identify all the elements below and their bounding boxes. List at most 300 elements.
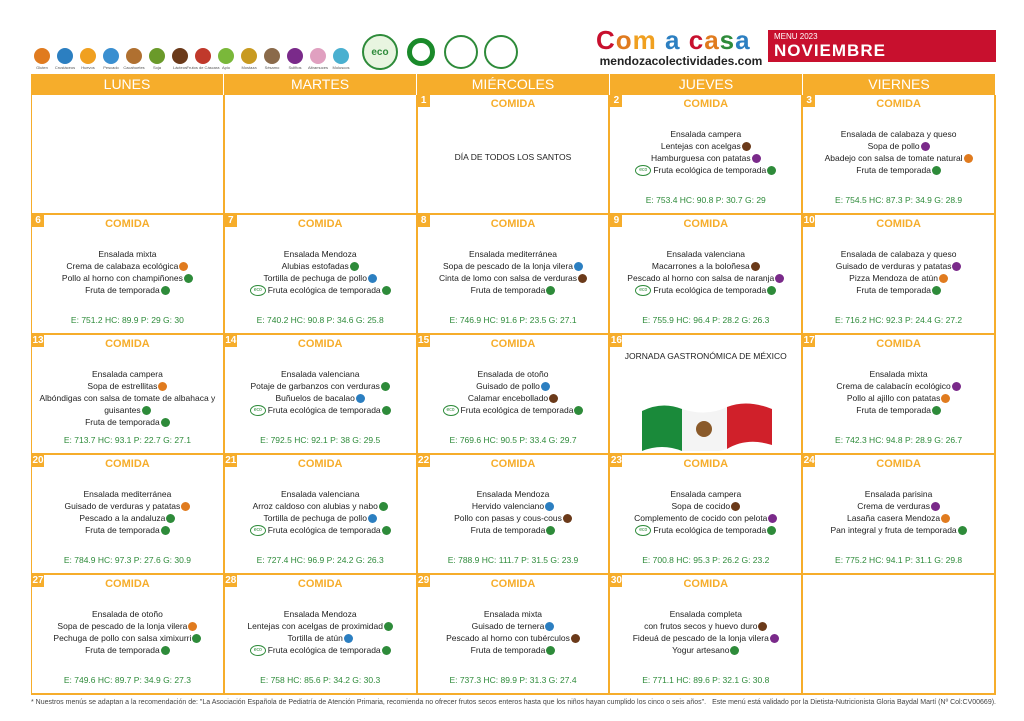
- menu-item-label: Fruta ecológica de temporada: [267, 525, 381, 535]
- allergen-icon: [939, 274, 948, 283]
- wheat-icon: [34, 48, 50, 64]
- allergen-label: Apio: [221, 65, 230, 70]
- day-cell: [610, 215, 803, 335]
- menu-items: [32, 488, 223, 536]
- certification-badges: [362, 34, 518, 70]
- allergen-icon: [742, 142, 751, 151]
- menu-item-label: Hamburguesa con patatas: [650, 153, 751, 163]
- menu-item-label: Ensalada mediterránea: [469, 249, 557, 259]
- menu-item: [803, 488, 994, 500]
- fruit-icon: [546, 526, 555, 535]
- day-number: 2: [610, 95, 622, 107]
- allergen-icon: [775, 274, 784, 283]
- allergen-icon: [964, 154, 973, 163]
- menu-item: [32, 260, 223, 272]
- menu-item-label: Fruta ecológica de temporada: [653, 165, 767, 175]
- allergen-icon: [921, 142, 930, 151]
- menu-item-label: Tortilla de pechuga de pollo: [263, 273, 367, 283]
- menu-item: [225, 404, 416, 416]
- menu-item: [225, 632, 416, 644]
- menu-item-label: Pollo al ajillo con patatas: [846, 393, 941, 403]
- menu-item-label: Ensalada campera: [670, 129, 742, 139]
- menu-item-label: Ensalada valenciana: [280, 489, 360, 499]
- allergen-icon: [545, 502, 554, 511]
- allergen-item: [101, 48, 121, 70]
- fruit-icon: [546, 286, 555, 295]
- day-cell: [418, 335, 611, 455]
- milk-icon: [172, 48, 188, 64]
- menu-item: [418, 488, 609, 500]
- menu-calendar: [31, 74, 996, 694]
- fruit-icon: [574, 406, 583, 415]
- menu-item-label: Ensalada mixta: [869, 369, 928, 379]
- day-cell: [803, 455, 996, 575]
- day-cell: [418, 455, 611, 575]
- menu-item-label: Guisado de pollo: [476, 381, 540, 391]
- day-cell: [225, 335, 418, 455]
- page-header: [0, 0, 1024, 78]
- menu-item-label: Calamar encebollado: [467, 393, 549, 403]
- day-cell: [32, 95, 225, 215]
- nutrition-info: E: 737.3 HC: 89.9 P: 31.3 G: 27.4: [449, 675, 577, 685]
- menu-item: [418, 392, 609, 404]
- allergen-icon: [578, 274, 587, 283]
- meal-title: COMIDA: [490, 578, 536, 590]
- nutrition-info: E: 742.3 HC: 94.8 P: 28.9 G: 26.7: [835, 435, 963, 445]
- day-number: 27: [32, 575, 44, 586]
- menu-item-label: Fruta ecológica de temporada: [460, 405, 574, 415]
- day-number: 24: [803, 455, 815, 466]
- eco-icon: eco: [443, 405, 459, 416]
- allergen-icon: [574, 262, 583, 271]
- day-number: 15: [418, 335, 430, 346]
- allergen-label: Sésamo: [264, 65, 280, 70]
- nutrition-info: E: 788.9 HC: 111.7 P: 31.5 G: 23.9: [447, 555, 579, 565]
- menu-item-label: Ensalada Mendoza: [283, 609, 357, 619]
- day-cell: [803, 335, 996, 455]
- nutrition-info: E: 792.5 HC: 92.1 P: 38 G: 29.5: [260, 435, 381, 445]
- menu-item-label: Fruta ecológica de temporada: [267, 405, 381, 415]
- allergen-item: [239, 48, 259, 70]
- allergen-icon: [571, 634, 580, 643]
- weekday-3: MIÉRCOLES: [417, 74, 610, 95]
- meal-title: COMIDA: [105, 338, 150, 350]
- fruit-icon: [932, 166, 941, 175]
- allergen-label: Crustáceos: [54, 65, 76, 70]
- fish-icon: [103, 48, 119, 64]
- menu-item: [32, 416, 223, 428]
- menu-item-label: Sopa de pollo: [867, 141, 920, 151]
- menu-item-label: Fruta de temporada: [470, 645, 546, 655]
- fruit-icon: [730, 646, 739, 655]
- menu-item-label: Fruta de temporada: [85, 417, 160, 427]
- allergen-icon: [184, 274, 193, 283]
- allergen-item: [216, 48, 236, 70]
- menu-item: [225, 620, 416, 632]
- allergen-icon: [356, 394, 365, 403]
- day-cell: [610, 335, 803, 455]
- menu-items: [803, 128, 994, 176]
- menu-item: [610, 284, 801, 296]
- menu-item: [32, 644, 223, 656]
- menu-item-label: Fruta de temporada: [85, 285, 160, 295]
- allergen-icon: [770, 634, 779, 643]
- menu-item: [225, 644, 416, 656]
- nutrition-info: E: 784.9 HC: 97.3 P: 27.6 G: 30.9: [63, 555, 191, 565]
- menu-item: [225, 380, 416, 392]
- menu-item-label: Fruta de temporada: [85, 645, 160, 655]
- day-cell: [418, 215, 611, 335]
- fruit-icon: [382, 526, 391, 535]
- allergen-label: Gluten: [36, 65, 48, 70]
- menu-items: [418, 368, 609, 416]
- day-cell: [32, 575, 225, 695]
- eco-icon: eco: [250, 525, 266, 536]
- allergen-icon: [368, 274, 377, 283]
- allergen-icon: [941, 514, 950, 523]
- allergen-icon: [549, 394, 558, 403]
- meal-title: COMIDA: [297, 458, 343, 470]
- allergen-icon: [758, 622, 767, 631]
- day-number: 9: [610, 215, 622, 227]
- menu-item: [803, 260, 994, 272]
- menu-item-label: Ensalada mixta: [483, 609, 543, 619]
- allergen-icon: [344, 634, 353, 643]
- day-number: 3: [803, 95, 815, 107]
- allergen-icon: [379, 502, 388, 511]
- menu-item-label: Hervido valenciano: [471, 501, 545, 511]
- day-number: 28: [225, 575, 237, 586]
- nutrition-info: E: 716.2 HC: 92.3 P: 24.4 G: 27.2: [835, 315, 963, 325]
- meal-title: COMIDA: [490, 218, 536, 230]
- day-number: 21: [225, 455, 237, 466]
- menu-item: [32, 500, 223, 512]
- day-number: 1: [418, 95, 430, 107]
- allergen-item: [285, 48, 305, 70]
- eco-icon: eco: [635, 285, 651, 296]
- menu-items: [418, 488, 609, 536]
- nutrition-info: E: 727.4 HC: 96.9 P: 24.2 G: 26.3: [256, 555, 384, 565]
- meal-title: COMIDA: [105, 218, 150, 230]
- menu-item-label: Fideuá de pescado de la lonja vilera: [632, 633, 769, 643]
- allergen-icon: [952, 382, 961, 391]
- menu-item: [32, 380, 223, 392]
- menu-item: [32, 632, 223, 644]
- day-number: 14: [225, 335, 237, 346]
- menu-item-label: Sopa de estrellitas: [87, 381, 158, 391]
- menu-item: [32, 368, 223, 380]
- menu-item: [803, 392, 994, 404]
- menu-item-label: Guisado de verduras y patatas: [64, 501, 181, 511]
- menu-item: [610, 500, 801, 512]
- allergen-label: Cacahuetes: [123, 65, 145, 70]
- meal-title: COMIDA: [105, 458, 150, 470]
- nutrition-info: E: 700.8 HC: 95.3 P: 26.2 G: 23.2: [642, 555, 770, 565]
- peanut-icon: [126, 48, 142, 64]
- menu-item: [32, 248, 223, 260]
- allergen-icon: [541, 382, 550, 391]
- menu-item: [32, 284, 223, 296]
- allergen-item: [186, 48, 220, 70]
- menu-item: [418, 644, 609, 656]
- day-cell: [803, 95, 996, 215]
- menu-item: [610, 644, 801, 656]
- allergen-label: Pescado: [103, 65, 119, 70]
- allergen-label: Altramuces: [308, 65, 329, 70]
- menu-item-label: Buñuelos de bacalao: [275, 393, 355, 403]
- menu-item: [418, 512, 609, 524]
- menu-item: [418, 608, 609, 620]
- day-cell: [418, 575, 611, 695]
- allergen-item: [262, 48, 282, 70]
- eco-icon: eco: [250, 645, 266, 656]
- allergen-item: [147, 48, 167, 70]
- menu-item-label: Sopa de pescado de la lonja vilera: [443, 261, 573, 271]
- meal-title: COMIDA: [876, 218, 921, 230]
- eco-icon: eco: [635, 525, 651, 536]
- menu-item-label: Ensalada mediterránea: [83, 489, 172, 499]
- menu-item: [225, 368, 416, 380]
- menu-item-label: Yogur artesano: [672, 645, 730, 655]
- menu-item-label: Lentejas con acelgas: [660, 141, 741, 151]
- mexico-flag-icon: [642, 391, 772, 451]
- fruit-icon: [546, 646, 555, 655]
- day-cell: [225, 95, 418, 215]
- menu-item-label: Crema de calabacín ecológico: [836, 381, 951, 391]
- menu-item: [803, 380, 994, 392]
- nutrition-info: E: 771.1 HC: 89.6 P: 32.1 G: 30.8: [642, 675, 770, 685]
- menu-item-label: Guisado de verduras y patatas: [835, 261, 952, 271]
- allergen-label: Sulfitos: [288, 65, 302, 70]
- menu-item: [32, 488, 223, 500]
- menu-item: [32, 608, 223, 620]
- allergen-label: Lácteos: [172, 65, 187, 70]
- weekday-2: MARTES: [224, 74, 417, 95]
- allergen-icon: [563, 514, 572, 523]
- menu-item: [418, 632, 609, 644]
- menu-item-label: Ensalada de calabaza y queso: [840, 129, 957, 139]
- menu-items: [225, 488, 416, 536]
- menu-item-label: Arroz caldoso con alubias y nabo: [252, 501, 378, 511]
- menu-item-label: Pollo con pasas y cous-cous: [454, 513, 562, 523]
- menu-item: [418, 284, 609, 296]
- fruit-icon: [382, 646, 391, 655]
- mustard-icon: [241, 48, 257, 64]
- meal-title: COMIDA: [297, 338, 343, 350]
- meal-title: COMIDA: [490, 98, 536, 110]
- eco-icon: eco: [250, 285, 266, 296]
- allergen-icon: [752, 154, 761, 163]
- consumo-badge-icon: [484, 35, 518, 69]
- allergen-item: [124, 48, 144, 70]
- day-number: 20: [32, 455, 44, 466]
- fruit-icon: [161, 286, 170, 295]
- allergen-icon: [545, 622, 554, 631]
- month-name: NOVIEMBRE: [774, 41, 886, 60]
- menu-item-label: Pescado a la andaluza: [79, 513, 166, 523]
- menu-item-label: Fruta de temporada: [856, 285, 931, 295]
- nut-icon: [195, 48, 211, 64]
- pescado-badge-icon: [444, 35, 478, 69]
- menu-item: [610, 248, 801, 260]
- day-number: 6: [32, 215, 44, 227]
- day-number: 7: [225, 215, 237, 227]
- menu-item-label: Fruta de temporada: [470, 285, 546, 295]
- menu-item: [610, 128, 801, 140]
- menu-item-label: Ensalada mixta: [98, 249, 157, 259]
- fruit-icon: [767, 166, 776, 175]
- menu-item-label: Ensalada de calabaza y queso: [840, 249, 957, 259]
- menu-item-label: Tortilla de atún: [287, 633, 343, 643]
- allergen-label: Huevos: [81, 65, 95, 70]
- menu-item: [418, 272, 609, 284]
- fruit-icon: [161, 418, 170, 427]
- allergen-icon: [751, 262, 760, 271]
- menu-items: [803, 248, 994, 296]
- menu-item-label: Guisado de ternera: [471, 621, 545, 631]
- weekday-5: VIERNES: [803, 74, 996, 95]
- menu-item-label: Pescado al horno con tubérculos: [446, 633, 570, 643]
- menu-item: [610, 524, 801, 536]
- menu-item: [225, 272, 416, 284]
- soy-icon: [149, 48, 165, 64]
- nutrition-info: E: 775.2 HC: 94.1 P: 31.1 G: 29.8: [835, 555, 963, 565]
- fruit-icon: [767, 526, 776, 535]
- menu-item: [803, 284, 994, 296]
- menu-item: [225, 392, 416, 404]
- menu-item: [803, 512, 994, 524]
- nutrition-info: E: 749.6 HC: 89.7 P: 34.9 G: 27.3: [63, 675, 191, 685]
- menu-item: [803, 152, 994, 164]
- footer-note: * Nuestros menús se adaptan a la recomendación de: "La Asociación Española de Pediatría de Atención Primaria, recomienda no ofrecer frutos secos enteros hasta que los niños hayan cumplido los cinco o seis años".: [31, 699, 707, 706]
- day-cell: [225, 575, 418, 695]
- menu-item: [610, 620, 801, 632]
- day-cell: [610, 95, 803, 215]
- allergen-icon: [768, 514, 777, 523]
- weekday-header: [31, 74, 996, 95]
- sesame-icon: [264, 48, 280, 64]
- meal-title: COMIDA: [876, 338, 921, 350]
- menu-item-label: Sopa de cocido: [671, 501, 731, 511]
- menu-item-label: Macarrones a la boloñesa: [651, 261, 750, 271]
- day-number: 16: [610, 335, 622, 346]
- egg-icon: [80, 48, 96, 64]
- meal-title: COMIDA: [297, 218, 343, 230]
- calendar-grid: [31, 95, 996, 695]
- allergen-label: Moluscos: [332, 65, 350, 70]
- fruit-icon: [382, 406, 391, 415]
- allergen-icon: [384, 622, 393, 631]
- eco-icon: eco: [250, 405, 266, 416]
- menu-item-label: con frutos secos y huevo duro: [644, 621, 758, 631]
- menu-item-label: Crema de calabaza ecológica: [66, 261, 179, 271]
- day-cell: [610, 455, 803, 575]
- menu-item-label: Fruta ecológica de temporada: [653, 285, 767, 295]
- menu-item: [225, 512, 416, 524]
- menu-items: [32, 248, 223, 296]
- menu-item: [32, 272, 223, 284]
- nutrition-info: E: 751.2 HC: 89.9 P: 29 G: 30: [70, 315, 184, 325]
- allergen-icon: [931, 502, 940, 511]
- menu-item-label: Sopa de pescado de la lonja vilera: [57, 621, 188, 631]
- menu-item-label: Pescado al horno con salsa de naranja: [627, 273, 775, 283]
- menu-item-label: Ensalada campera: [91, 369, 163, 379]
- day-number: 10: [803, 215, 815, 226]
- menu-item: [610, 152, 801, 164]
- menu-item-label: Complemento de cocido con pelota: [634, 513, 768, 523]
- menu-items: [803, 368, 994, 416]
- menu-item-label: Crema de verduras: [857, 501, 930, 511]
- menu-item-label: Ensalada Mendoza: [283, 249, 357, 259]
- allergen-icon: [188, 622, 197, 631]
- day-number: 29: [418, 575, 430, 586]
- menu-year: MENU 2023: [774, 32, 818, 41]
- menu-item: [32, 512, 223, 524]
- day-cell: [418, 95, 611, 215]
- meal-title: COMIDA: [876, 98, 921, 110]
- nutrition-info: E: 713.7 HC: 93.1 P: 22.7 G: 27.1: [63, 435, 191, 445]
- brand-logo: [596, 26, 766, 68]
- meal-title: COMIDA: [490, 338, 536, 350]
- eco-badge-icon: eco: [362, 34, 398, 70]
- menu-item-label: Pollo al horno con champiñones: [61, 273, 183, 283]
- lupin-icon: [310, 48, 326, 64]
- day-number: 17: [803, 335, 815, 346]
- mollusc-icon: [333, 48, 349, 64]
- menu-item: [418, 368, 609, 380]
- menu-item: [803, 404, 994, 416]
- menu-item: [225, 260, 416, 272]
- day-number: 23: [610, 455, 622, 466]
- crab-icon: [57, 48, 73, 64]
- menu-items: [225, 608, 416, 656]
- allergen-icon: [731, 502, 740, 511]
- menu-items: [32, 368, 223, 428]
- menu-item-label: Fruta de temporada: [470, 525, 546, 535]
- brand-subtitle: mendozacolectividades.com: [599, 54, 763, 68]
- fruit-icon: [161, 526, 170, 535]
- allergen-icon: [368, 514, 377, 523]
- menu-item-label: Fruta ecológica de temporada: [267, 645, 381, 655]
- day-cell: [803, 215, 996, 335]
- menu-item: [418, 620, 609, 632]
- menu-item: [32, 524, 223, 536]
- sustainability-badge-icon: [404, 35, 438, 69]
- menu-item: [418, 404, 609, 416]
- menu-item-label: Ensalada valenciana: [280, 369, 360, 379]
- menu-item: [418, 524, 609, 536]
- menu-item: [803, 500, 994, 512]
- day-number: 30: [610, 575, 622, 586]
- day-cell: [32, 335, 225, 455]
- nutrition-info: E: 753.4 HC: 90.8 P: 30.7 G: 29: [645, 195, 766, 205]
- menu-item-label: Cinta de lomo con salsa de verduras: [439, 273, 577, 283]
- nutrition-info: E: 758 HC: 85.6 P: 34.2 G: 30.3: [260, 675, 381, 685]
- nutrition-info: E: 769.6 HC: 90.5 P: 33.4 G: 29.7: [449, 435, 577, 445]
- menu-item: [225, 248, 416, 260]
- menu-item-label: Albóndigas con salsa de tomate de albahaca y guisantes: [39, 393, 216, 415]
- day-cell: [803, 575, 996, 695]
- meal-title: COMIDA: [297, 578, 343, 590]
- meal-title: COMIDA: [683, 458, 729, 470]
- menu-item-label: Fruta ecológica de temporada: [653, 525, 767, 535]
- menu-item-label: Fruta de temporada: [856, 405, 931, 415]
- sulphite-icon: [287, 48, 303, 64]
- menu-item-label: Abadejo con salsa de tomate natural: [824, 153, 963, 163]
- menu-item-label: Pizza Mendoza de atún: [849, 273, 939, 283]
- special-day-label: DÍA DE TODOS LOS SANTOS: [454, 152, 572, 162]
- menu-items: [418, 248, 609, 296]
